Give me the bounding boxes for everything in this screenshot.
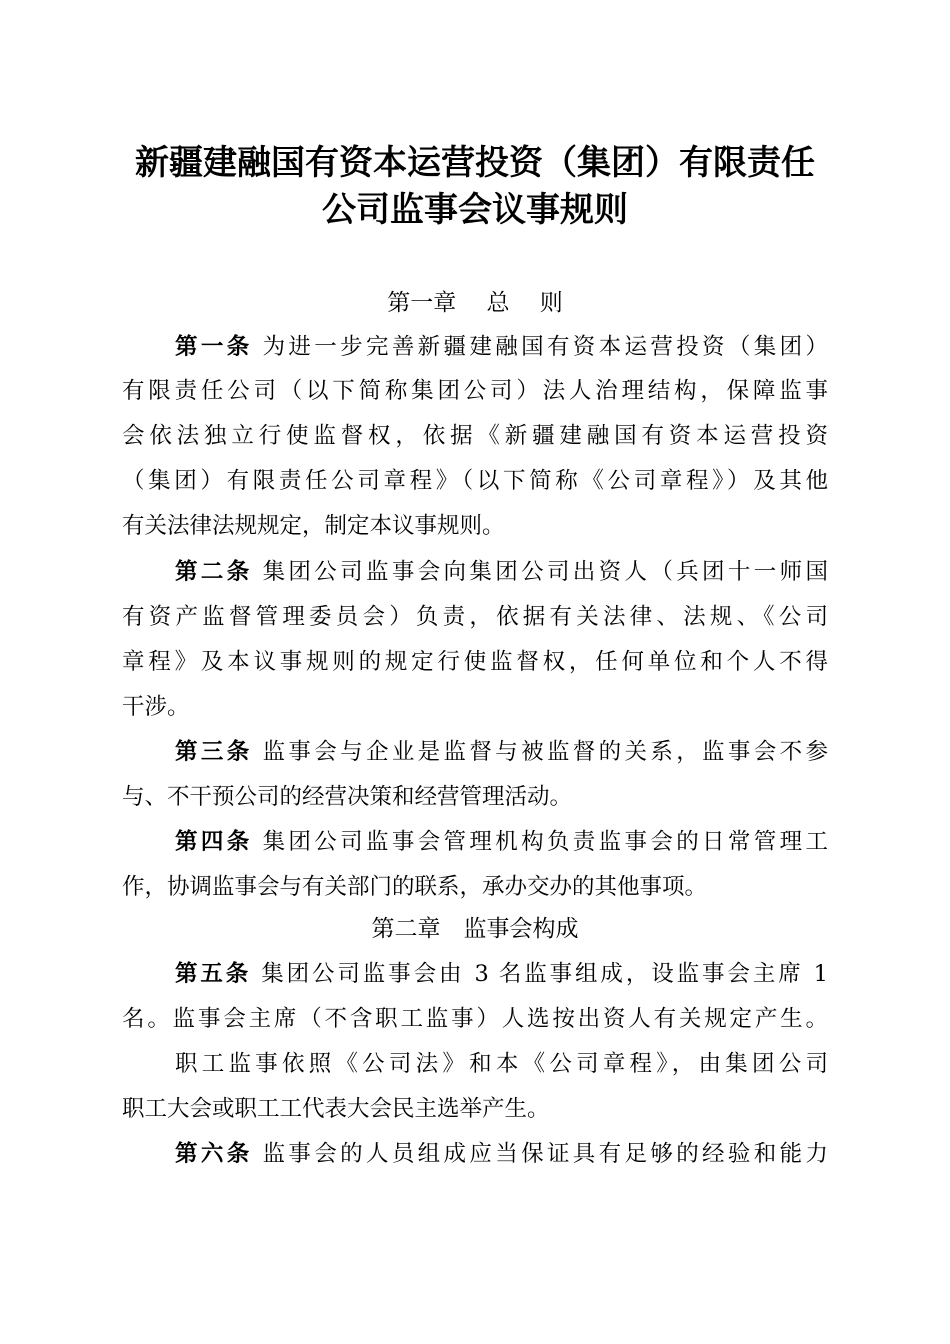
article-1-line-5: 有关法律法规规定，制定本议事规则。 <box>122 513 505 539</box>
paragraph-employee-supervisor-line-2: 职工大会或职工工代表大会民主选举产生。 <box>122 1096 550 1122</box>
article-2-line-4: 干涉。 <box>122 694 190 720</box>
article-3-text-1: 监事会与企业是监督与被监督的关系，监事会不参 <box>262 739 828 765</box>
article-5-text-1: 集团公司监事会由 3 名监事组成，设监事会主席 1 <box>261 961 828 987</box>
chapter-heading-2: 第二章 监事会构成 <box>371 916 579 942</box>
article-2-text-1: 集团公司监事会向集团公司出资人（兵团十一师国 <box>262 559 828 585</box>
article-4-label: 第四条 <box>175 829 253 855</box>
article-1-text-1: 为进一步完善新疆建融国有资本运营投资（集团） <box>262 334 828 360</box>
article-3-label: 第三条 <box>175 739 253 765</box>
article-2-line-1 <box>175 557 828 587</box>
article-2-line-2: 有资产监督管理委员会）负责，依据有关法律、法规、《公司 <box>122 604 828 630</box>
article-1-line-4: （集团）有限责任公司章程》（以下简称《公司章程》）及其他 <box>122 468 828 494</box>
article-1-label: 第一条 <box>175 334 253 360</box>
paragraph-employee-supervisor-line-1: 职工监事依照《公司法》和本《公司章程》，由集团公司 <box>175 1051 828 1077</box>
article-1-line-3: 会依法独立行使监督权，依据《新疆建融国有资本运营投资 <box>122 423 828 449</box>
chapter-heading-1 <box>100 288 850 318</box>
article-3-line-2: 与、不干预公司的经营决策和经营管理活动。 <box>122 784 573 810</box>
article-4-text-1: 集团公司监事会管理机构负责监事会的日常管理工 <box>262 829 828 855</box>
article-6-label: 第六条 <box>175 1141 253 1167</box>
article-5-label: 第五条 <box>175 961 252 987</box>
article-6-line-1 <box>175 1139 828 1169</box>
chapter-heading-1-text: 第一章 总 则 <box>387 290 563 316</box>
article-6-text-1: 监事会的人员组成应当保证具有足够的经验和能力 <box>262 1141 828 1167</box>
article-5-line-1 <box>175 959 828 989</box>
article-2-line-3: 章程》及本议事规则的规定行使监督权，任何单位和个人不得 <box>122 649 828 675</box>
article-4-line-2: 作，协调监事会与有关部门的联系，承办交办的其他事项。 <box>122 874 708 900</box>
article-1-line-1 <box>175 332 828 362</box>
article-1-line-2: 有限责任公司（以下简称集团公司）法人治理结构，保障监事 <box>122 378 828 404</box>
article-4-line-1 <box>175 827 828 857</box>
article-2-label: 第二条 <box>175 559 253 585</box>
article-5-line-2: 名。监事会主席（不含职工监事）人选按出资人有关规定产生。 <box>122 1006 828 1032</box>
document-title-line-1: 新疆建融国有资本运营投资（集团）有限责任 <box>135 143 815 183</box>
article-3-line-1 <box>175 737 828 767</box>
document-title-line-2: 公司监事会议事规则 <box>322 190 628 230</box>
